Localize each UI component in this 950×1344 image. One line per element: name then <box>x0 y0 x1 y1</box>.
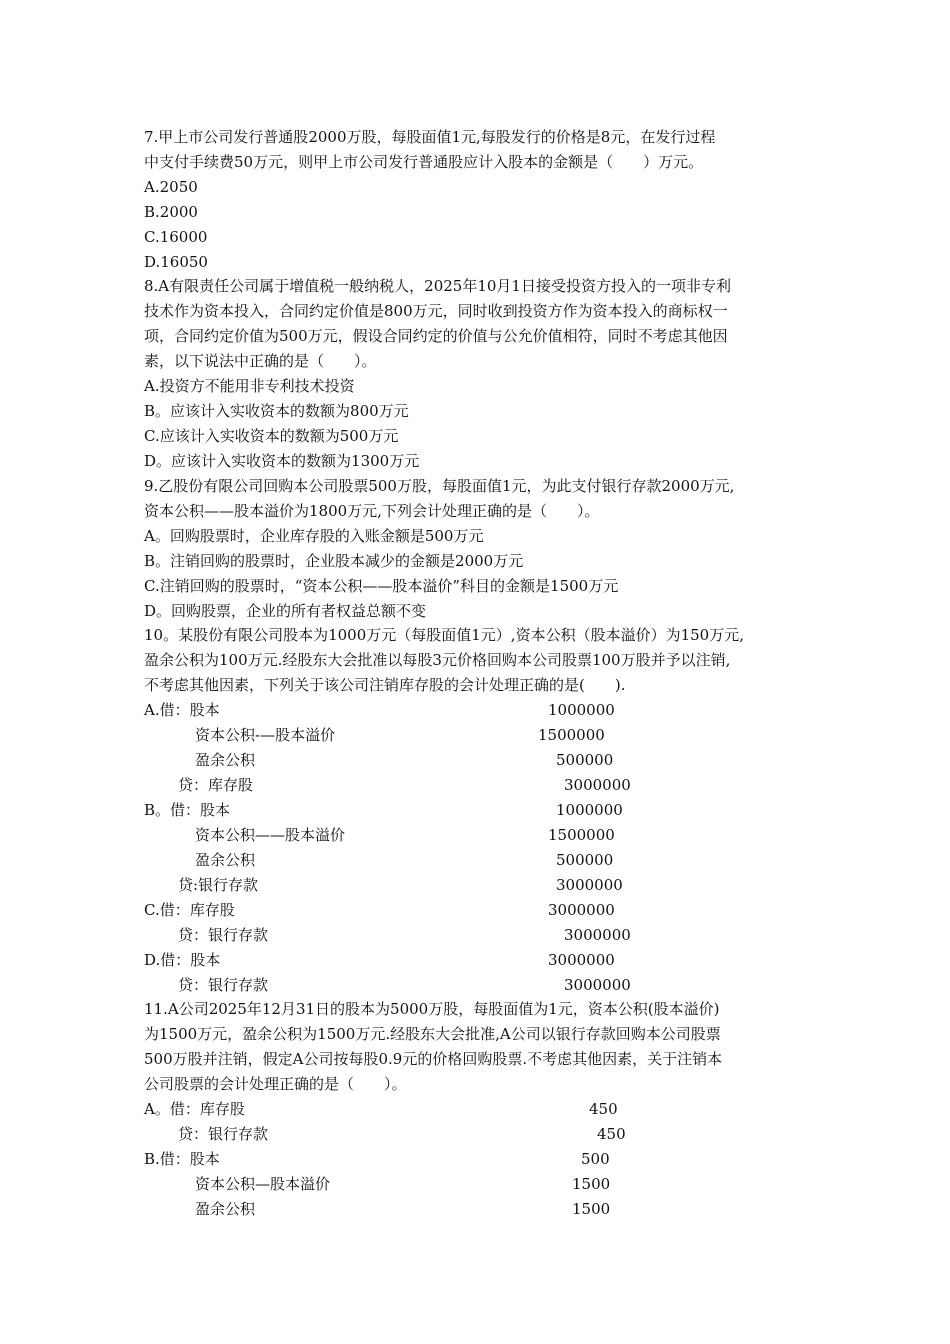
entry-amount: 450 <box>597 1125 626 1143</box>
entry-label: 资本公积——股本溢价 <box>195 826 346 844</box>
entry-amount: 500 <box>581 1150 610 1168</box>
question-11-stem-line-3: 500万股并注销，假定A公司按每股0.9元的价格回购股票.不考虑其他因素，关于注销本 <box>144 1050 723 1068</box>
question-7-option-c: C.16000 <box>144 228 208 246</box>
entry-amount: 3000000 <box>564 776 631 794</box>
entry-amount: 1000000 <box>548 701 615 719</box>
entry-label: A.借：股本 <box>144 701 220 719</box>
question-9-option-a: A。回购股票时，企业库存股的入账金额是500万元 <box>144 527 484 545</box>
question-8-option-a: A.投资方不能用非专利技术投资 <box>144 377 355 395</box>
entry-label: D.借：股本 <box>144 951 221 969</box>
question-8-stem-line-3: 项，合同约定价值为500万元，假设合同约定的价值与公允价值相符，同时不考虑其他因 <box>144 327 728 345</box>
question-7-option-d: D.16050 <box>144 253 208 271</box>
entry-label: B.借：股本 <box>144 1150 220 1168</box>
question-11-stem-line-4: 公司股票的会计处理正确的是（ ）。 <box>144 1075 407 1093</box>
question-10-stem-line-3: 不考虑其他因素，下列关于该公司注销库存股的会计处理正确的是( ). <box>144 676 626 694</box>
question-9-option-d: D。回购股票，企业的所有者权益总额不变 <box>144 602 427 620</box>
question-11-stem-line-2: 为1500万元，盈余公积为1500万元.经股东大会批准,A公司以银行存款回购本公司股票 <box>144 1025 721 1043</box>
question-8-option-c: C.应该计入实收资本的数额为500万元 <box>144 427 399 445</box>
entry-amount: 1500 <box>572 1200 611 1218</box>
entry-amount: 500000 <box>556 851 614 869</box>
question-7-stem-line-1: 7.甲上市公司发行普通股2000万股，每股面值1元,每股发行的价格是8元，在发行过程 <box>144 128 716 146</box>
entry-label: 资本公积—股本溢价 <box>195 1175 331 1193</box>
question-9-option-b: B。注销回购的股票时，企业股本减少的金额是2000万元 <box>144 552 524 570</box>
entry-label: 资本公积-—股本溢价 <box>195 726 336 744</box>
question-8-option-d: D。应该计入实收资本的数额为1300万元 <box>144 452 420 470</box>
entry-label: B。借：股本 <box>144 801 231 819</box>
entry-amount: 1500000 <box>538 726 605 744</box>
question-10-stem-line-1: 10。某股份有限公司股本为1000万元（每股面值1元）,资本公积（股本溢价）为150万元, <box>144 626 744 644</box>
question-7-option-b: B.2000 <box>144 203 198 221</box>
question-8-stem-line-2: 技术作为资本投入，合同约定价值是800万元，同时收到投资方作为资本投入的商标权一 <box>144 302 728 320</box>
entry-label: 盈余公积 <box>195 851 256 869</box>
question-8-stem-line-1: 8.A有限责任公司属于增值税一般纳税人，2025年10月1日接受投资方投入的一项非专利 <box>144 277 731 295</box>
entry-amount: 1500000 <box>548 826 615 844</box>
question-8-stem-line-4: 素，以下说法中正确的是（ ）。 <box>144 352 377 370</box>
entry-label: 贷：银行存款 <box>178 1125 269 1143</box>
entry-label: 贷：银行存款 <box>178 926 269 944</box>
entry-amount: 450 <box>589 1100 618 1118</box>
entry-amount: 3000000 <box>548 901 615 919</box>
entry-amount: 3000000 <box>564 926 631 944</box>
entry-amount: 3000000 <box>548 951 615 969</box>
question-9-stem-line-1: 9.乙股份有限公司回购本公司股票500万股，每股面值1元，为此支付银行存款2000万元, <box>144 477 735 495</box>
entry-label: 贷：库存股 <box>178 776 254 794</box>
question-11-stem-line-1: 11.A公司2025年12月31日的股本为5000万股，每股面值为1元，资本公积(股本溢价) <box>144 1000 720 1018</box>
question-10-stem-line-2: 盈余公积为100万元.经股东大会批准以每股3元价格回购本公司股票100万股并予以注销, <box>144 651 731 669</box>
entry-label: 贷：银行存款 <box>178 976 269 994</box>
question-8-option-b: B。应该计入实收资本的数额为800万元 <box>144 402 409 420</box>
entry-amount: 1500 <box>572 1175 611 1193</box>
question-7-option-a: A.2050 <box>144 178 198 196</box>
entry-amount: 3000000 <box>564 976 631 994</box>
question-9-stem-line-2: 资本公积——股本溢价为1800万元,下列会计处理正确的是（ ）。 <box>144 502 600 520</box>
entry-label: C.借：库存股 <box>144 901 235 919</box>
question-7-stem-line-2: 中支付手续费50万元，则甲上市公司发行普通股应计入股本的金额是（ ）万元。 <box>144 153 704 171</box>
entry-amount: 500000 <box>556 751 614 769</box>
entry-label: 贷:银行存款 <box>178 876 259 894</box>
entry-label: A。借：库存股 <box>144 1100 245 1118</box>
entry-amount: 3000000 <box>556 876 623 894</box>
entry-amount: 1000000 <box>556 801 623 819</box>
question-9-option-c: C.注销回购的股票时，“资本公积——股本溢价”科目的金额是1500万元 <box>144 577 619 595</box>
entry-label: 盈余公积 <box>195 1200 256 1218</box>
entry-label: 盈余公积 <box>195 751 256 769</box>
